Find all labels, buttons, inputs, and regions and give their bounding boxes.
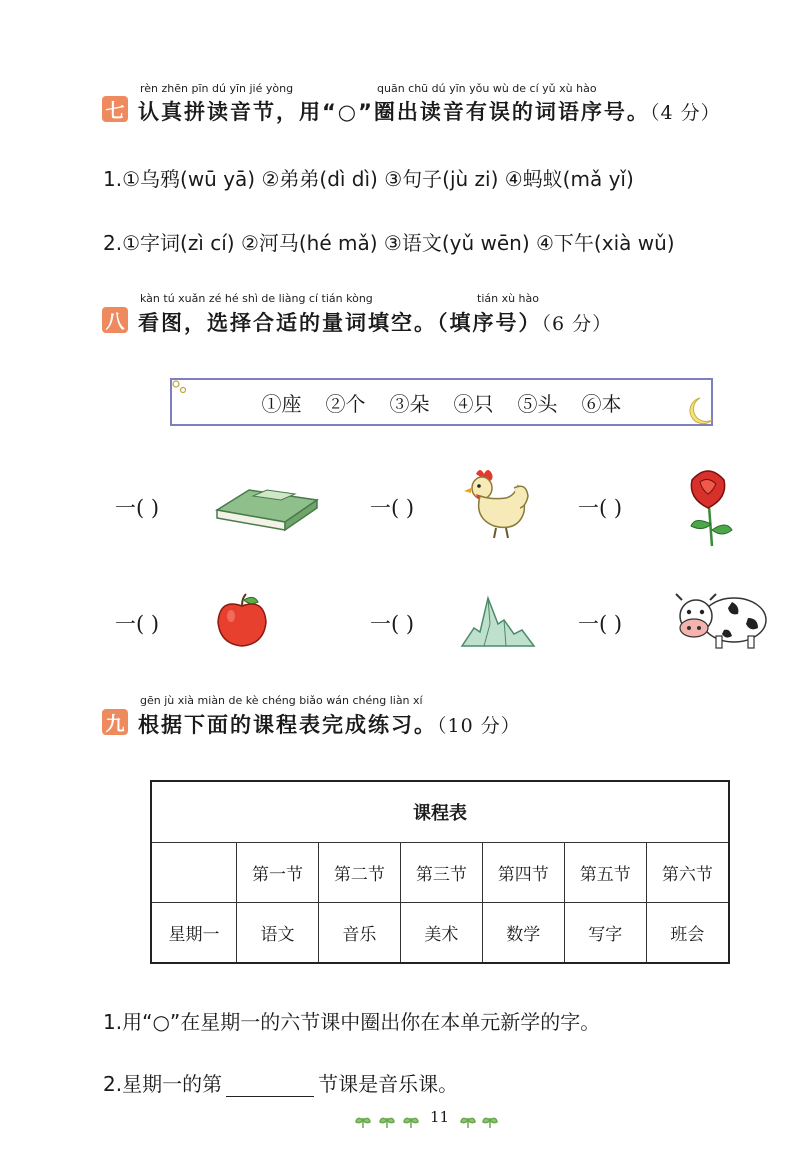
flower-decoration-icon — [168, 376, 190, 398]
book-icon — [215, 482, 319, 532]
row-label-cell: 星期一 — [151, 903, 237, 964]
schedule-table — [150, 780, 730, 964]
section7-question-2: 2.①字词(zì cí) ②河马(hé mǎ) ③语文(yǔ wēn) ④下午(xià wǔ) — [103, 231, 675, 255]
section9-question-2 — [103, 1068, 458, 1097]
schedule-caption: 课程表 — [151, 781, 729, 843]
header-cell: 第六节 — [646, 843, 729, 903]
section8-title-text: 看图，选择合适的量词填空。（填序号） — [138, 311, 542, 335]
section9-title-text: 根据下面的课程表完成练习。 — [138, 713, 437, 737]
section8-pinyin-b: tián xù hào — [477, 292, 539, 305]
section8-pinyin-a: kàn tú xuǎn zé hé shì de liàng cí tián kòng — [140, 292, 373, 305]
blank-rose[interactable]: 一( ) — [578, 496, 623, 520]
page-number: 11 — [430, 1108, 450, 1126]
section9-pinyin: gēn jù xià miàn de kè chéng biǎo wán chéng liàn xí — [140, 694, 423, 707]
table-cell[interactable]: 班会 — [646, 903, 729, 964]
table-row — [151, 903, 729, 964]
section9-title — [138, 709, 521, 739]
blank-cow[interactable]: 一( ) — [578, 612, 623, 636]
section9-score: （10 分） — [437, 715, 521, 737]
sprout-decoration-right-icon — [458, 1110, 502, 1130]
option-1: ①座 — [261, 391, 302, 416]
section9-question-1: 1.用“○”在星期一的六节课中圈出你在本单元新学的字。 — [103, 1010, 601, 1034]
table-cell[interactable]: 音乐 — [318, 903, 400, 964]
section7-pinyin-a: rèn zhēn pīn dú yīn jié yòng — [140, 82, 294, 95]
section8-title — [138, 307, 612, 337]
section7-title-text: 认真拼读音节，用“○”圈出读音有误的词语序号。 — [138, 100, 650, 124]
answer-blank[interactable] — [226, 1076, 314, 1097]
section7-pinyin-b: quān chū dú yīn yǒu wù de cí yǔ xù hào — [377, 82, 597, 95]
blank-rooster[interactable]: 一( ) — [370, 496, 415, 520]
table-cell[interactable]: 写字 — [564, 903, 646, 964]
table-cell[interactable]: 语文 — [237, 903, 319, 964]
section7-badge: 七 — [102, 96, 128, 122]
blank-book[interactable]: 一( ) — [115, 496, 160, 520]
measure-word-options-box — [170, 378, 713, 426]
blank-apple[interactable]: 一( ) — [115, 612, 160, 636]
table-header-row — [151, 843, 729, 903]
moon-decoration-icon — [680, 396, 714, 426]
question-2-prefix: 2.星期一的第 — [103, 1072, 223, 1096]
header-cell: 第三节 — [400, 843, 482, 903]
section8-badge: 八 — [102, 307, 128, 333]
sprout-decoration-left-icon — [355, 1110, 425, 1130]
option-2: ②个 — [325, 391, 366, 416]
header-cell — [151, 843, 237, 903]
rose-icon — [684, 466, 734, 548]
section9-badge: 九 — [102, 709, 128, 735]
header-cell: 第五节 — [564, 843, 646, 903]
blank-mountain[interactable]: 一( ) — [370, 612, 415, 636]
cow-icon — [674, 590, 770, 652]
section7-title — [138, 96, 721, 126]
rooster-icon — [462, 466, 532, 542]
apple-icon — [214, 592, 270, 648]
section7-score: （4 分） — [649, 102, 721, 124]
section7-question-1: 1.①乌鸦(wū yā) ②弟弟(dì dì) ③句子(jù zi) ④蚂蚁(mǎ yǐ) — [103, 167, 634, 191]
table-cell[interactable]: 数学 — [482, 903, 564, 964]
header-cell: 第二节 — [318, 843, 400, 903]
option-3: ③朵 — [389, 391, 430, 416]
mountain-icon — [460, 594, 536, 648]
table-cell[interactable]: 美术 — [400, 903, 482, 964]
header-cell: 第四节 — [482, 843, 564, 903]
header-cell: 第一节 — [237, 843, 319, 903]
option-6: ⑥本 — [581, 391, 622, 416]
option-5: ⑤头 — [517, 391, 558, 416]
question-2-suffix: 节课是音乐课。 — [318, 1072, 459, 1096]
section8-score: （6 分） — [541, 313, 613, 335]
option-4: ④只 — [453, 391, 494, 416]
